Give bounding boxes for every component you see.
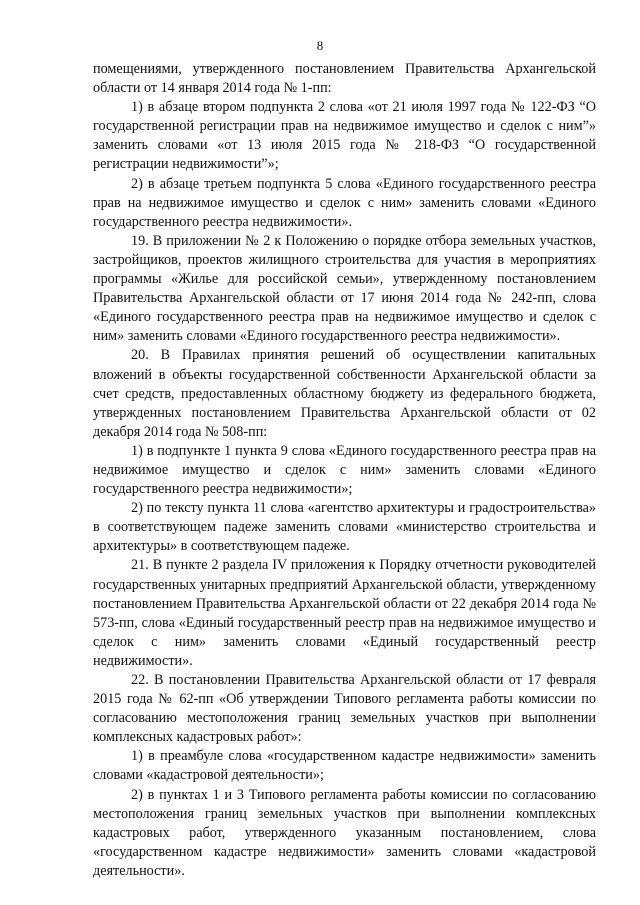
paragraph-item-21: 21. В пункте 2 раздела IV приложения к Порядку отчетности руководителей государственных унитарных предприятий Архангельской области, утвержденному постановлением Правительства Архангельской области от 22 декабря 2014 года № 573-пп, слова «Единый государственный реестр прав на недвижимое имущество и сделок с ним» заменить словами «Единый государственный реестр недвижимости». [93, 557, 596, 669]
paragraph-item-20: 20. В Правилах принятия решений об осуществлении капитальных вложений в объекты государственной собственности Архангельской области за счет средств, предоставленных областному бюджету из федерального бюджета, утвержденных постановлением Правительства Архангельской области от 02 декабря 2014 года № 508-пп: [93, 347, 596, 440]
paragraph-item-22-2: 2) в пунктах 1 и 3 Типового регламента работы комиссии по согласованию местоположения границ земельных участков при выполнении комплексных кадастровых работ, утвержденного указанным постановлением, слова «государственном кадастре недвижимости» заменить словами «кадастровой деятельности». [93, 786, 596, 879]
paragraph-item-18-1: 1) в абзаце втором подпункта 2 слова «от 21 июля 1997 года № 122-ФЗ “О государственной регистрации прав на недвижимое имущество и сделок с ним”» заменить словами «от 13 июля 2015 года № 218-ФЗ “О государственной регистрации недвижимости”»; [93, 99, 596, 173]
page-number: 8 [316, 38, 324, 53]
paragraph-item-20-1: 1) в подпункте 1 пункта 9 слова «Единого государственного реестра прав на недвижимое имущество и сделок с ним» заменить словами «Единого государственного реестра недвижимости»; [93, 442, 596, 498]
paragraph-item-18-2: 2) в абзаце третьем подпункта 5 слова «Единого государственного реестра прав на недвижимое имущество и сделок с ним» заменить словами «Единого государственного реестра недвижимости». [93, 175, 596, 230]
paragraph-item-22: 22. В постановлении Правительства Архангельской области от 17 февраля 2015 года № 62-пп «Об утверждении Типового регламента работы комиссии по согласованию местоположения границ земельных участков при выполнении комплексных кадастровых работ»: [93, 672, 596, 746]
paragraph-item-22-1: 1) в преамбуле слова «государственном кадастре недвижимости» заменить словами «кадастровой деятельности»; [93, 748, 596, 784]
paragraph-item-20-2: 2) по тексту пункта 11 слова «агентство архитектуры и градостроительства» в соответствующем падеже заменить словами «министерство строительства и архитектуры» в соответствующем падеже. [93, 500, 596, 555]
document-body [93, 60, 596, 881]
paragraph-item-19: 19. В приложении № 2 к Положению о порядке отбора земельных участков, застройщиков, проектов жилищного строительства для участия в мероприятиях программы «Жилье для российской семьи», утвержденному постановлением Правительства Архангельской области от 17 июня 2014 года № 242-пп, слова «Единого государственного реестра прав на недвижимое имущество и сделок с ним» заменить словами «Единого государственного реестра недвижимости». [93, 232, 596, 345]
paragraph-continuation: помещениями, утвержденного постановлением Правительства Архангельской области от 14 января 2014 года № 1-пп: [93, 61, 596, 97]
